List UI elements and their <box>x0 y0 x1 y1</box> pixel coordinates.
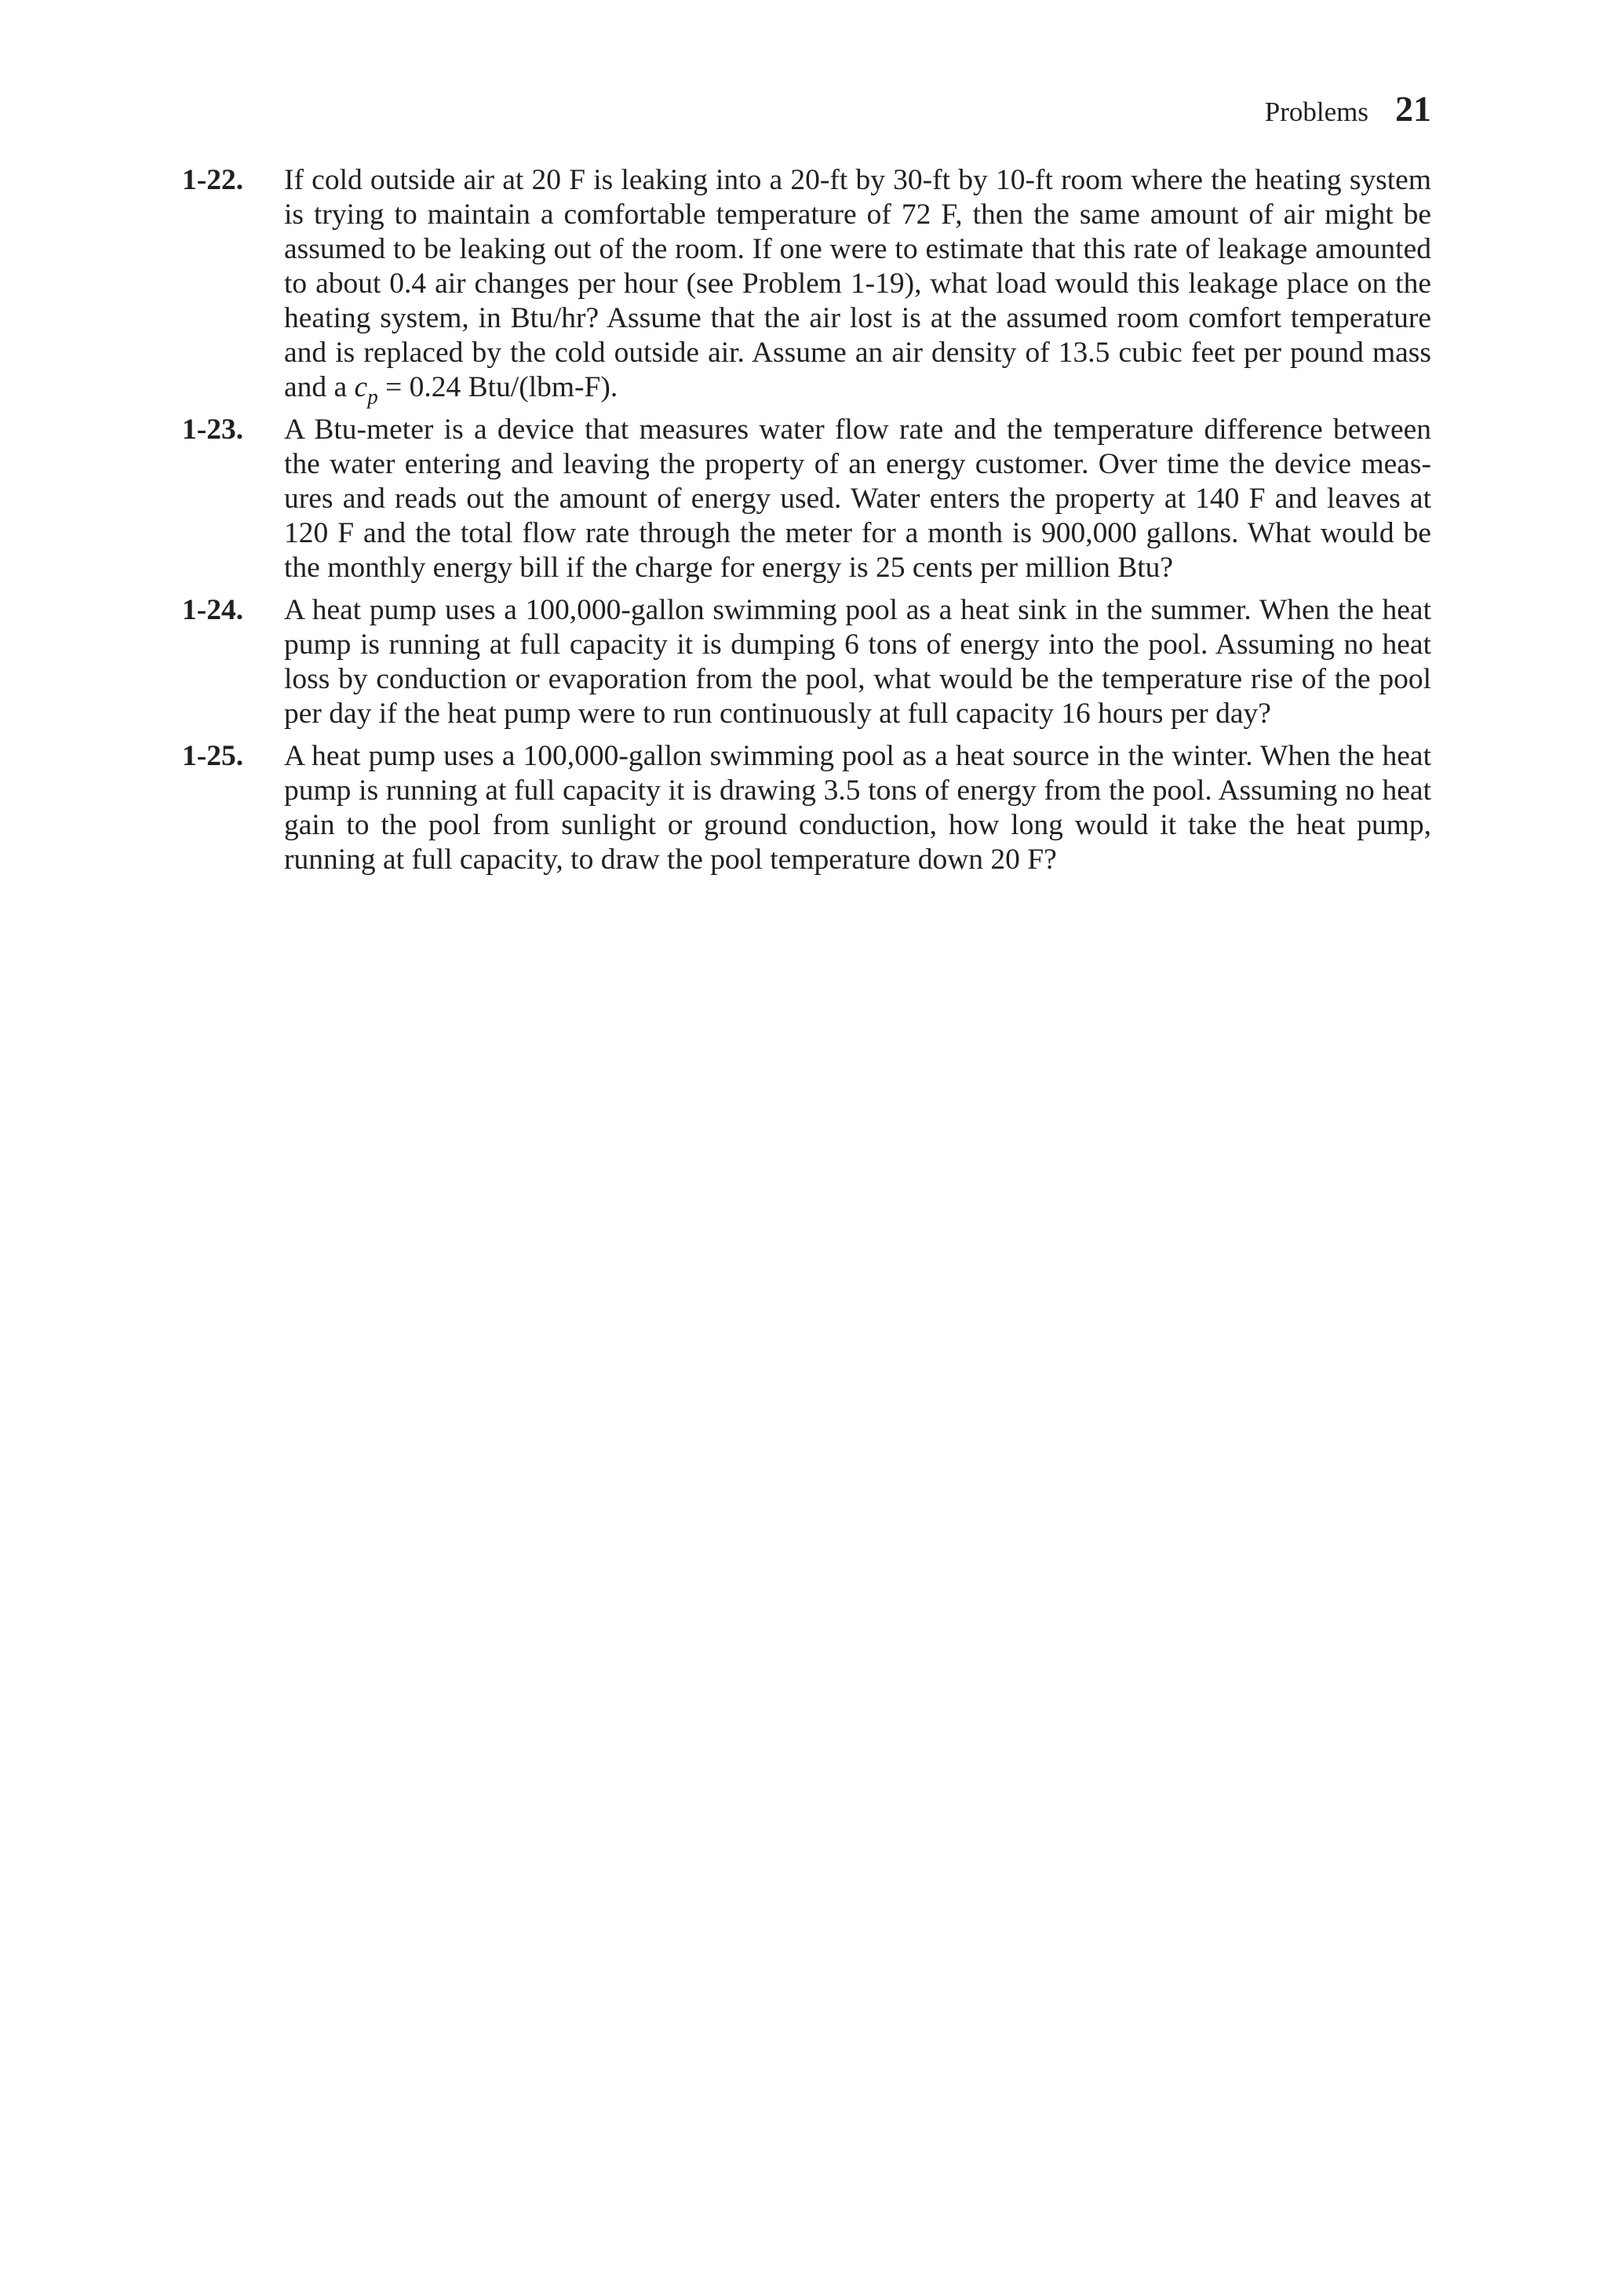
problem-1-23 <box>182 413 1431 585</box>
problem-text-part: = 0.24 Btu/(lbm-F). <box>377 371 618 403</box>
problem-list <box>182 163 1431 885</box>
symbol-subscript: p <box>367 384 378 409</box>
problem-text: A heat pump uses a 100,000-gallon swimming pool as a heat source in the winter. When the heat pump is running at full capacity it is drawing 3.5 tons of energy from the pool. Assuming no heat gain to the pool from sunlight or ground conduction, how long would it take the heat pump, running at full capacity, to draw the pool temperature down 20 F? <box>284 740 1431 876</box>
problem-number: 1-25. <box>182 740 244 772</box>
problem-1-24 <box>182 593 1431 731</box>
problem-number: 1-24. <box>182 594 244 626</box>
problem-text <box>284 163 1431 409</box>
section-title: Problems <box>1264 97 1368 127</box>
problem-1-25 <box>182 739 1431 877</box>
problem-text-part: If cold outside air at 20 F is leaking into a 20-ft by 30-ft by 10-ft room where the heating system is trying to maintain a comfortable temperature of 72 F, then the same amount of air might be assumed to be leaking out of the room. If one were to estimate that this rate of leakage amounted to about 0.4 air changes per hour (see Problem 1-19), what load would this leakage place on the heating system, in Btu/hr? Assume that the air lost is at the assumed room comfort temperature and is replaced by the cold outside air. Assume an air density of 13.5 cubic feet per pound mass and a <box>284 164 1431 403</box>
problem-text: A heat pump uses a 100,000-gallon swimming pool as a heat sink in the summer. When the heat pump is running at full capacity it is dumping 6 tons of energy into the pool. Assuming no heat loss by conduction or evaporation from the pool, what would be the temperature rise of the pool per day if the heat pump were to run continuously at full capacity 16 hours per day? <box>284 594 1431 730</box>
problem-text: A Btu-meter is a device that measures water flow rate and the temperature difference between the water entering and leaving the property of an energy customer. Over time the device measures and reads out the amount of energy used. Water enters the property at 140 F and leaves at 120 F and the total flow rate through the meter for a month is 900,000 gallons. What would be the monthly energy bill if the charge for energy is 25 cents per million Btu? <box>284 414 1431 584</box>
problem-number: 1-22. <box>182 164 244 196</box>
problem-number: 1-23. <box>182 414 244 446</box>
page-number: 21 <box>1395 89 1431 129</box>
problem-1-22 <box>182 163 1431 409</box>
specific-heat-symbol <box>354 371 378 409</box>
running-head <box>1265 88 1431 135</box>
symbol-base: c <box>354 371 368 403</box>
